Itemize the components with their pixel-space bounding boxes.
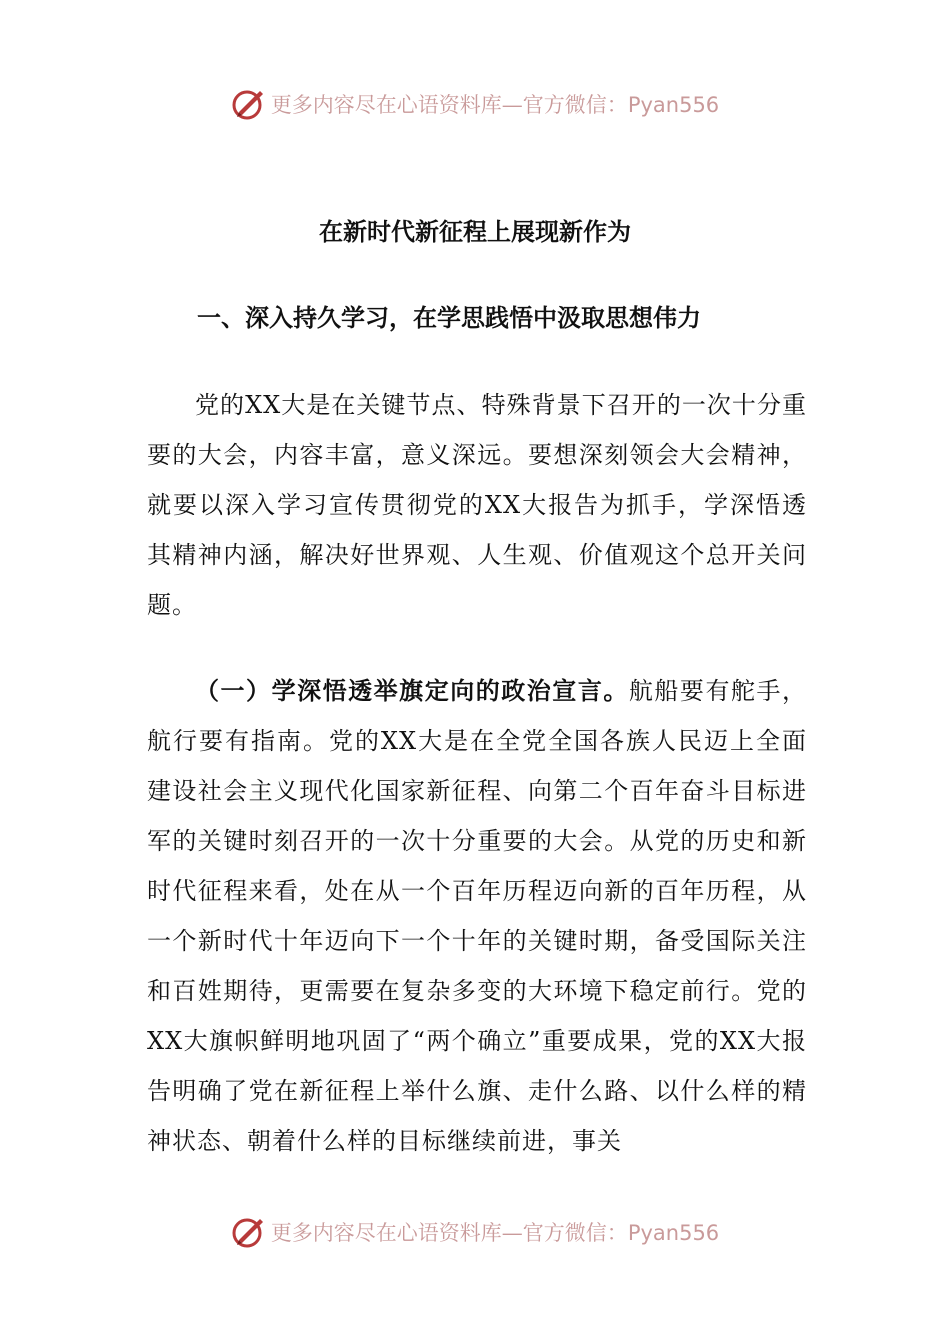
paragraph-2 xyxy=(147,666,807,1166)
watermark-wechat-id: Pyan556 xyxy=(627,1221,720,1245)
pen-logo-icon xyxy=(231,86,267,122)
watermark-text xyxy=(271,89,719,119)
footer-watermark xyxy=(0,1210,950,1254)
section-heading: 一、深入持久学习，在学思践悟中汲取思想伟力 xyxy=(197,303,701,332)
paragraph-2-body: 航船要有舵手，航行要有指南。党的XX大是在全党全国各族人民迈上全面建设社会主义现代化国家新征程、向第二个百年奋斗目标进军的关键时刻召开的一次十分重要的大会。从党的历史和新时代征程来看，处在从一个百年历程迈向新的百年历程，从一个新时代十年迈向下一个十年的关键时期，备受国际关注和百姓期待，更需要在复杂多变的大环境下稳定前行。党的XX大旗帜鲜明地巩固了“两个确立”重要成果，党的XX大报告明确了党在新征程上举什么旗、走什么路、以什么样的精神状态、朝着什么样的目标继续前进，事关 xyxy=(147,677,808,1155)
paragraph-1: 党的XX大是在关键节点、特殊背景下召开的一次十分重要的大会，内容丰富，意义深远。要想深刻领会大会精神，就要以深入学习宣传贯彻党的XX大报告为抓手，学深悟透其精神内涵，解决好世界观、人生观、价值观这个总开关问题。 xyxy=(147,391,807,619)
header-watermark xyxy=(0,82,950,126)
watermark-text-cn: 更多内容尽在心语资料库—官方微信： xyxy=(270,1221,628,1245)
watermark-wechat-id: Pyan556 xyxy=(627,93,720,117)
pen-logo-icon xyxy=(231,1214,267,1250)
watermark-text-cn: 更多内容尽在心语资料库—官方微信： xyxy=(270,93,628,117)
watermark-text xyxy=(271,1217,719,1247)
paragraph-2-lead: （一）学深悟透举旗定向的政治宣言。 xyxy=(195,676,629,705)
document-title: 在新时代新征程上展现新作为 xyxy=(319,217,631,246)
